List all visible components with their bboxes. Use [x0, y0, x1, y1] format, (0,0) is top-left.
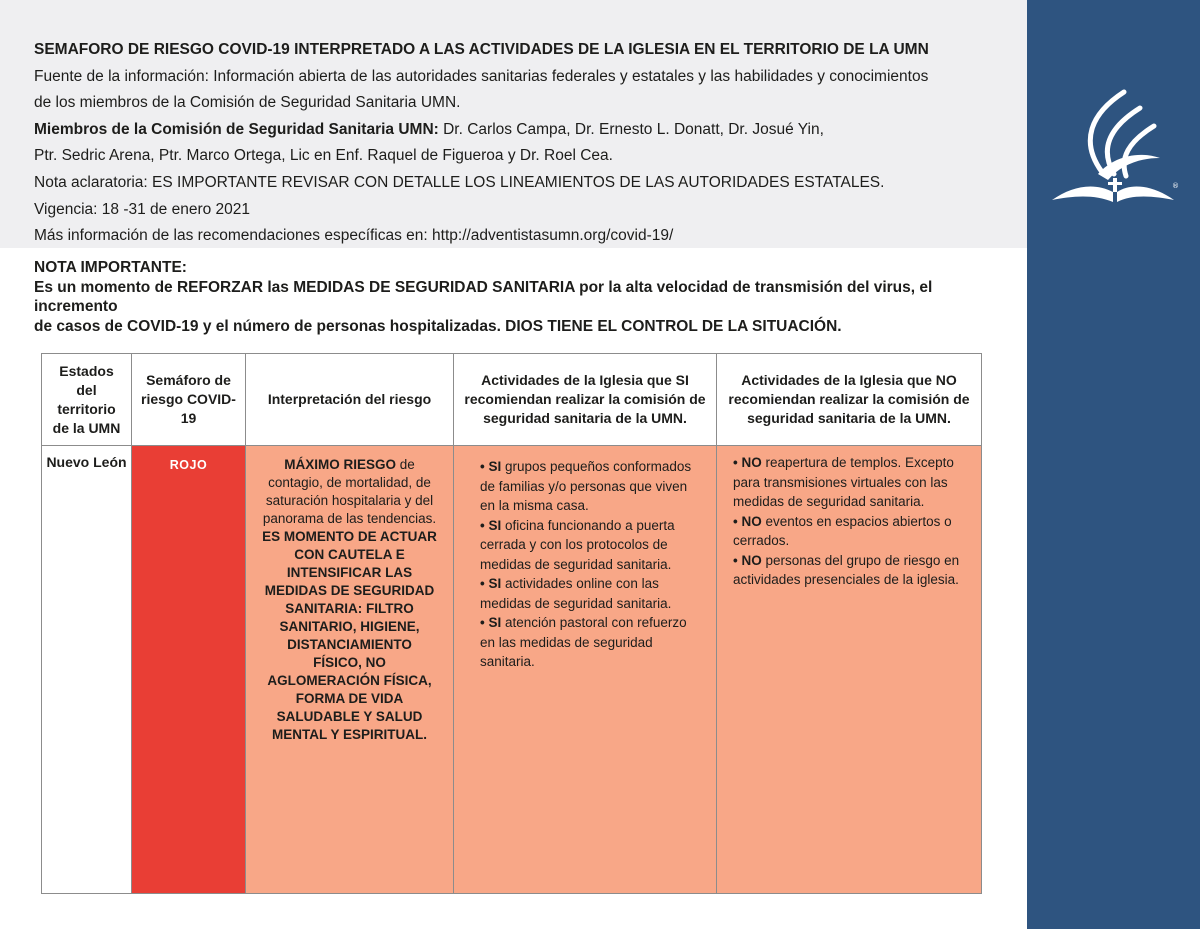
document-title: SEMAFORO DE RIESGO COVID-19 INTERPRETADO A LAS ACTIVIDADES DE LA IGLESIA EN EL TERRITORIO DE LA UMN	[34, 41, 929, 58]
source-line-2: de los miembros de la Comisión de Seguridad Sanitaria UMN.	[34, 94, 461, 112]
list-item	[733, 453, 963, 512]
no-activities-cell	[717, 446, 982, 894]
header-states: Estados del territorio de la UMN	[42, 354, 132, 446]
list-item	[733, 512, 963, 551]
adventist-logo-icon	[1050, 88, 1180, 208]
si-activities-cell	[454, 446, 717, 894]
list-item	[480, 613, 696, 672]
important-note-line-2: de casos de COVID-19 y el número de personas hospitalizadas. DIOS TIENE EL CONTROL DE LA SITUACIÓN.	[34, 317, 842, 335]
si-bullet: • SI	[480, 459, 502, 474]
si-bullet: • SI	[480, 517, 502, 533]
list-item	[480, 574, 696, 613]
no-bullet: • NO	[733, 513, 762, 529]
si-text: grupos pequeños conformados de familias y/o personas que viven en la misma casa.	[480, 459, 692, 513]
no-text: reapertura de templos. Excepto para transmisiones virtuales con las medidas de seguridad sanitaria.	[733, 455, 954, 509]
clarifying-note: Nota aclaratoria: ES IMPORTANTE REVISAR CON DETALLE LOS LINEAMIENTOS DE LAS AUTORIDADES ESTATALES.	[34, 173, 885, 191]
members-line-2: Ptr. Sedric Arena, Ptr. Marco Ortega, Lic en Enf. Raquel de Figueroa y Dr. Roel Cea.	[34, 147, 613, 165]
header-semaphore: Semáforo de riesgo COVID-19	[132, 354, 246, 446]
header-si-activities: Actividades de la Iglesia que SI recomiendan realizar la comisión de seguridad sanitaria de la UMN.	[454, 354, 717, 446]
header-text	[34, 37, 1014, 250]
si-bullet: • SI	[480, 615, 502, 630]
si-bullet: • SI	[480, 576, 502, 591]
interpretation-text: de contagio, de mortalidad, de saturación hospitalaria y del panorama de las tendencias.	[262, 457, 437, 526]
semaphore-label: ROJO	[169, 458, 208, 472]
important-note-label: NOTA IMPORTANTE:	[34, 259, 187, 276]
list-item	[480, 457, 696, 516]
semaphore-cell	[132, 446, 246, 894]
list-item	[733, 551, 963, 590]
si-text: oficina funcionando a puerta cerrada y con los protocolos de medidas de seguridad sanitaria.	[480, 517, 675, 572]
validity: Vigencia: 18 -31 de enero 2021	[34, 200, 251, 218]
si-text: atención pastoral con refuerzo en las medidas de seguridad sanitaria.	[480, 615, 687, 669]
important-note	[34, 258, 1009, 336]
important-note-line-1: Es un momento de REFORZAR las MEDIDAS DE SEGURIDAD SANITARIA por la alta velocidad de transmisión del virus, el incremento	[34, 278, 933, 315]
members-label: Miembros de la Comisión de Seguridad Sanitaria UMN:	[34, 120, 439, 138]
si-text: actividades online con las medidas de seguridad sanitaria.	[480, 576, 672, 611]
risk-table	[41, 353, 982, 894]
no-text: eventos en espacios abiertos o cerrados.	[733, 513, 952, 548]
more-info: Más información de las recomendaciones específicas en: http://adventistasumn.org/covid-19/	[34, 227, 674, 245]
interpretation-cell	[246, 446, 454, 894]
interpretation-lead: MÁXIMO RIESGO	[284, 457, 396, 472]
interpretation-bold: ES MOMENTO DE ACTUAR CON CAUTELA E INTENSIFICAR LAS MEDIDAS DE SEGURIDAD SANITARIA: FILTRO SANITARIO, HIGIENE, DISTANCIAMIENTO FÍSICO, NO AGLOMERACIÓN FÍSICA, FORMA DE VIDA SALUDABLE Y SALUD MENTAL Y ESPIRITUAL.	[262, 529, 437, 742]
svg-text:®: ®	[1172, 182, 1179, 190]
no-bullet: • NO	[733, 455, 762, 470]
members-names-1: Dr. Carlos Campa, Dr. Ernesto L. Donatt, Dr. Josué Yin,	[438, 120, 824, 138]
state-cell: Nuevo León	[42, 446, 132, 894]
members-line-1	[34, 117, 1014, 144]
table-header-row	[42, 354, 982, 446]
source-line-1: Fuente de la información: Información abierta de las autoridades sanitarias federales y estatales y las habilidades y conocimientos	[34, 67, 929, 85]
no-text: personas del grupo de riesgo en actividades presenciales de la iglesia.	[733, 552, 960, 587]
no-bullet: • NO	[733, 552, 762, 568]
table-row	[42, 446, 982, 894]
list-item	[480, 516, 696, 575]
header-no-activities: Actividades de la Iglesia que NO recomiendan realizar la comisión de seguridad sanitaria de la UMN.	[717, 354, 982, 446]
header-interpretation: Interpretación del riesgo	[246, 354, 454, 446]
